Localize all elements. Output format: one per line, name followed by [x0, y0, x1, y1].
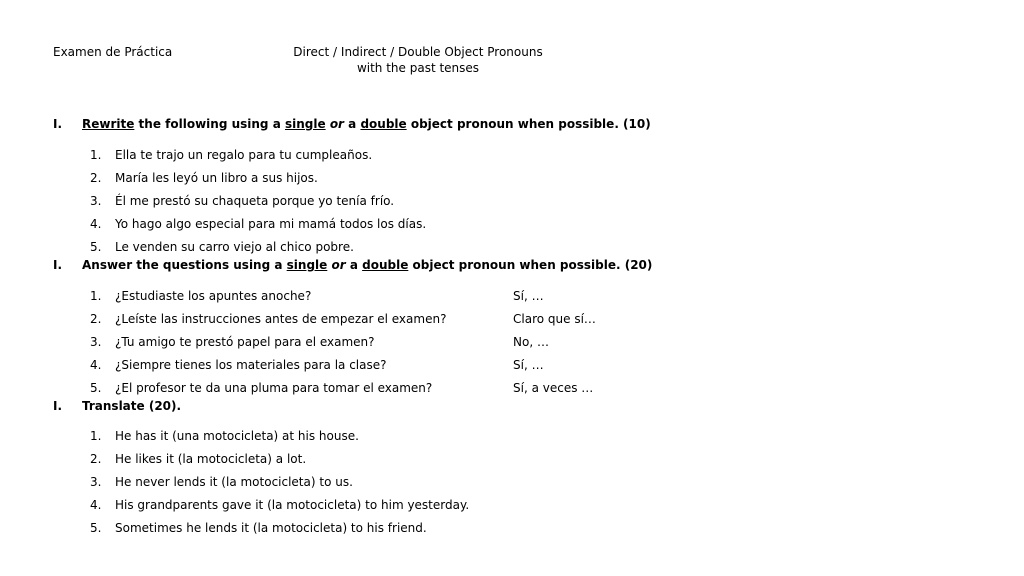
question-number: 2.	[90, 312, 102, 326]
answer-prompt: Sí, a veces …	[513, 381, 594, 395]
question-number: 5.	[90, 381, 102, 395]
answer-prompt: No, …	[513, 335, 549, 349]
page-title: Direct / Indirect / Double Object Pronouns	[293, 45, 543, 59]
answer-prompt: Sí, …	[513, 289, 544, 303]
single-word: single	[284, 117, 326, 131]
answer-prompt: Sí, …	[513, 358, 544, 372]
list-item: Le venden su carro viejo al chico pobre.	[115, 240, 354, 254]
question-item: ¿Siempre tienes los materiales para la clase?	[115, 358, 387, 372]
double-word: double	[362, 258, 409, 272]
exam-label: Examen de Práctica	[53, 45, 173, 59]
list-item: He never lends it (la motocicleta) to us.	[115, 475, 353, 489]
list-item: María les leyó un libro a sus hijos.	[115, 171, 318, 185]
list-item: Sometimes he lends it (la motocicleta) to his friend.	[115, 521, 427, 535]
list-item-number: 1.	[90, 148, 102, 162]
section2-numeral: I.	[53, 258, 63, 272]
list-item-number: 2.	[90, 452, 102, 466]
list-item-number: 4.	[90, 217, 102, 231]
question-number: 3.	[90, 335, 102, 349]
list-item-number: 3.	[90, 194, 102, 208]
section3-heading: Translate (20).	[82, 399, 182, 413]
answer-prompt: Claro que sí…	[513, 312, 596, 326]
list-item: Él me prestó su chaqueta porque yo tenía frío.	[115, 194, 395, 208]
list-item: He has it (una motocicleta) at his house.	[115, 429, 359, 443]
section3-numeral: I.	[53, 399, 63, 413]
list-item-number: 4.	[90, 498, 102, 512]
section1-numeral: I.	[53, 117, 63, 131]
section2-heading: Answer the questions using a single or a double object pronoun when possible. (20)	[82, 258, 653, 272]
list-item-number: 1.	[90, 429, 102, 443]
list-item: He likes it (la motocicleta) a lot.	[115, 452, 307, 466]
question-item: ¿Leíste las instrucciones antes de empezar el examen?	[115, 312, 447, 326]
list-item: Yo hago algo especial para mi mamá todos los días.	[115, 217, 427, 231]
double-word: double	[360, 117, 407, 131]
question-item: ¿El profesor te da una pluma para tomar el examen?	[115, 381, 433, 395]
question-item: ¿Estudiaste los apuntes anoche?	[115, 289, 312, 303]
question-item: ¿Tu amigo te prestó papel para el examen?	[115, 335, 375, 349]
page-subtitle: with the past tenses	[356, 61, 480, 75]
single-word: single	[286, 258, 328, 272]
list-item-number: 5.	[90, 240, 102, 254]
rewrite-word: Rewrite	[82, 117, 135, 131]
section1-heading: Rewrite the following using a single or a double object pronoun when possible. (10)	[82, 117, 651, 131]
question-number: 1.	[90, 289, 102, 303]
list-item-number: 2.	[90, 171, 102, 185]
list-item: His grandparents gave it (la motocicleta) to him yesterday.	[115, 498, 470, 512]
list-item: Ella te trajo un regalo para tu cumpleaños.	[115, 148, 373, 162]
list-item-number: 3.	[90, 475, 102, 489]
list-item-number: 5.	[90, 521, 102, 535]
question-number: 4.	[90, 358, 102, 372]
